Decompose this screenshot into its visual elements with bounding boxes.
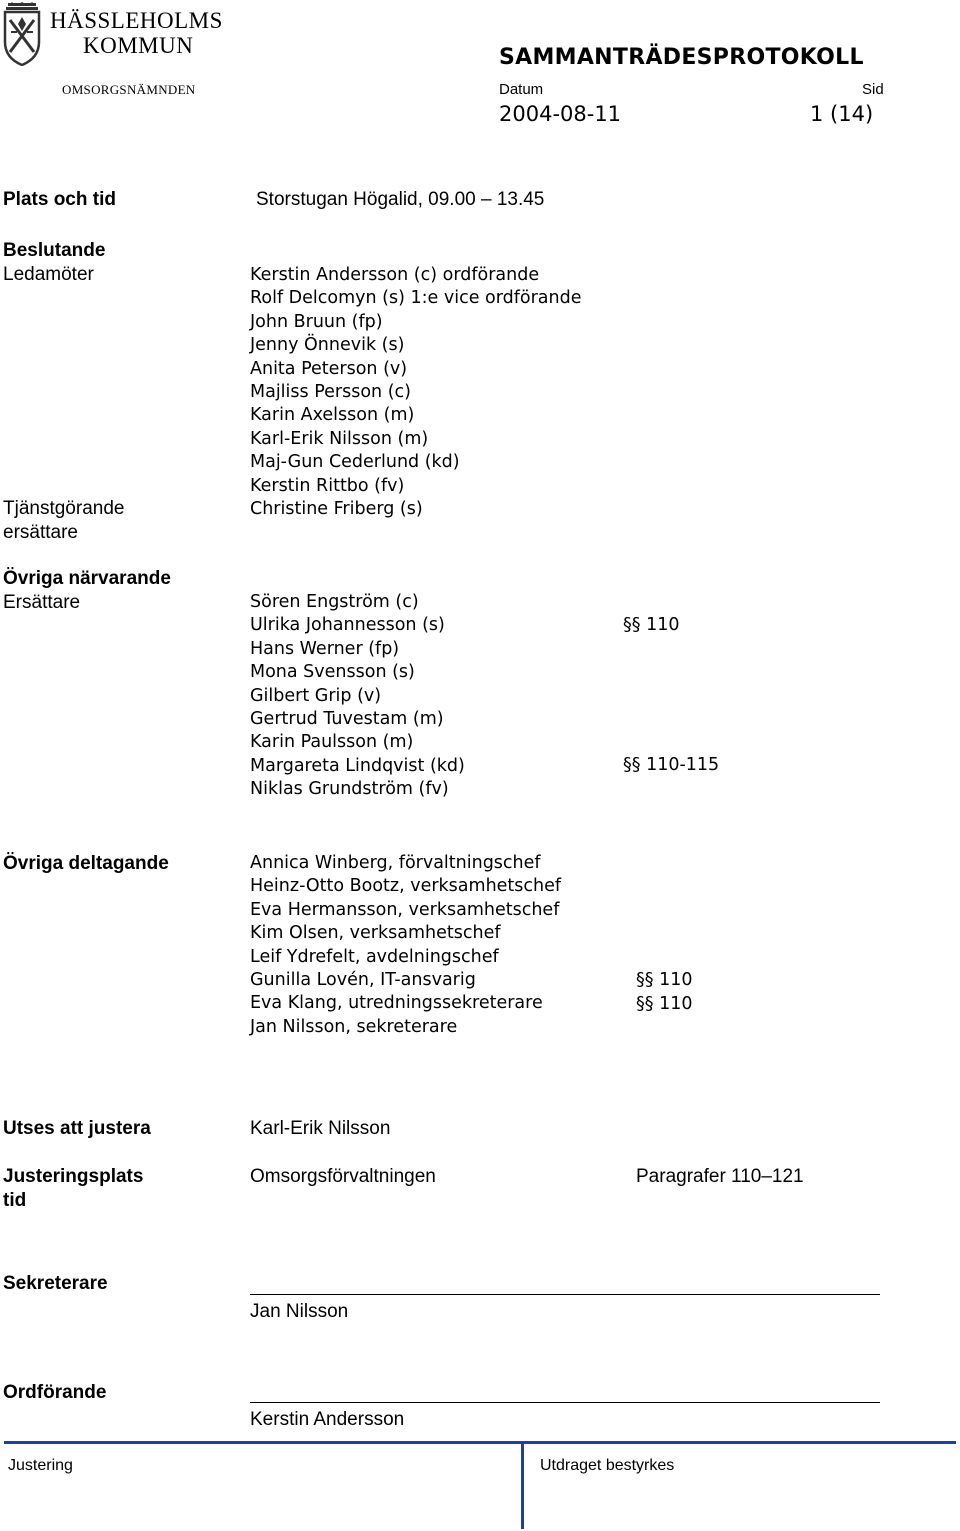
municipality-name-line2: KOMMUN — [83, 33, 194, 58]
deltagande-name: Annica Winberg, förvaltningschef — [250, 853, 541, 873]
beslutande-label: Beslutande — [3, 240, 106, 261]
deltagande-name: Leif Ydrefelt, avdelningschef — [250, 946, 499, 967]
signature-line — [250, 1294, 880, 1295]
justering-box-label: Justering — [8, 1457, 73, 1474]
member-name: John Bruun (fp) — [250, 311, 383, 332]
paragraph-reference: §§ 110-115 — [623, 755, 720, 775]
justerare-name: Karl-Erik Nilsson — [250, 1118, 391, 1139]
deltagande-name: Gunilla Lovén, IT-ansvarig — [250, 969, 476, 990]
ersattare-name: Niklas Grundström (fv) — [250, 779, 449, 800]
sekreterare-name: Jan Nilsson — [250, 1301, 349, 1322]
ersattare-name: Gilbert Grip (v) — [250, 685, 382, 706]
justeringsplats-value: Omsorgsförvaltningen — [250, 1166, 436, 1187]
ersattare-sub-label: ersättare — [3, 522, 78, 543]
deltagande-name: Eva Klang, utredningssekreterare — [250, 993, 543, 1014]
tid-label: tid — [3, 1190, 27, 1211]
sekreterare-label: Sekreterare — [3, 1273, 108, 1294]
municipality-name-line1: HÄSSLEHOLMS — [50, 8, 223, 33]
ersattare-name: Margareta Lindqvist (kd) — [250, 755, 465, 776]
ersattare-name: Mona Svensson (s) — [250, 662, 415, 683]
member-name: Kerstin Andersson (c) ordförande — [250, 265, 540, 285]
member-name: Karin Axelsson (m) — [250, 405, 415, 426]
ersattare-list — [250, 591, 465, 802]
member-name: Majliss Persson (c) — [250, 381, 411, 402]
utses-att-justera-label: Utses att justera — [3, 1118, 151, 1139]
signature-line — [250, 1402, 880, 1403]
member-name: Karl-Erik Nilsson (m) — [250, 428, 429, 449]
member-name: Anita Peterson (v) — [250, 358, 408, 379]
justeringsplats-label: Justeringsplats — [3, 1166, 144, 1187]
tjanstgorande-label: Tjänstgörande — [3, 498, 125, 519]
coat-of-arms-icon — [2, 2, 42, 66]
member-name: Kerstin Rittbo (fv) — [250, 475, 405, 496]
plats-value: Storstugan Högalid, 09.00 – 13.45 — [256, 189, 545, 210]
ersattare-name: Ulrika Johannesson (s) — [250, 615, 445, 636]
deltagande-list — [250, 852, 561, 1039]
paragrafer-value: Paragrafer 110–121 — [636, 1166, 804, 1187]
ovriga-deltagande-label: Övriga deltagande — [3, 853, 169, 874]
paragraph-reference: §§ 110 — [623, 615, 680, 635]
member-name: Rolf Delcomyn (s) 1:e vice ordförande — [250, 288, 582, 309]
deltagande-name: Jan Nilsson, sekreterare — [250, 1016, 458, 1037]
utdraget-box-label: Utdraget bestyrkes — [540, 1457, 675, 1474]
footer-rule — [4, 1441, 956, 1444]
member-name: Jenny Önnevik (s) — [250, 335, 405, 356]
ersattare-name: Sören Engström (c) — [250, 592, 419, 612]
paragraph-reference: §§ 110 — [636, 970, 693, 990]
deltagande-name: Eva Hermansson, verksamhetschef — [250, 899, 560, 920]
sid-label: Sid — [862, 81, 884, 98]
paragraph-reference: §§ 110 — [636, 994, 693, 1014]
meeting-date: 2004-08-11 — [499, 102, 622, 126]
member-list — [250, 264, 581, 521]
member-name: Maj-Gun Cederlund (kd) — [250, 452, 460, 473]
ersattare-name: Hans Werner (fp) — [250, 638, 400, 659]
ersattare-label: Ersättare — [3, 592, 81, 613]
footer-divider — [521, 1441, 524, 1529]
datum-label: Datum — [499, 81, 544, 98]
tjanstgorande-member-name: Christine Friberg (s) — [250, 498, 423, 519]
deltagande-name: Heinz-Otto Bootz, verksamhetschef — [250, 876, 562, 897]
deltagande-name: Kim Olsen, verksamhetschef — [250, 923, 501, 944]
ersattare-name: Karin Paulsson (m) — [250, 732, 414, 753]
ledamoter-label: Ledamöter — [3, 264, 94, 285]
ovriga-narvarande-label: Övriga närvarande — [3, 568, 171, 589]
ordforande-name: Kerstin Andersson — [250, 1409, 405, 1430]
department-name: OMSORGSNÄMNDEN — [62, 82, 196, 97]
document-title: SAMMANTRÄDESPROTOKOLL — [499, 45, 864, 70]
plats-label: Plats och tid — [3, 189, 116, 210]
ordforande-label: Ordförande — [3, 1382, 107, 1403]
ersattare-name: Gertrud Tuvestam (m) — [250, 708, 444, 729]
page-number: 1 (14) — [810, 102, 874, 126]
